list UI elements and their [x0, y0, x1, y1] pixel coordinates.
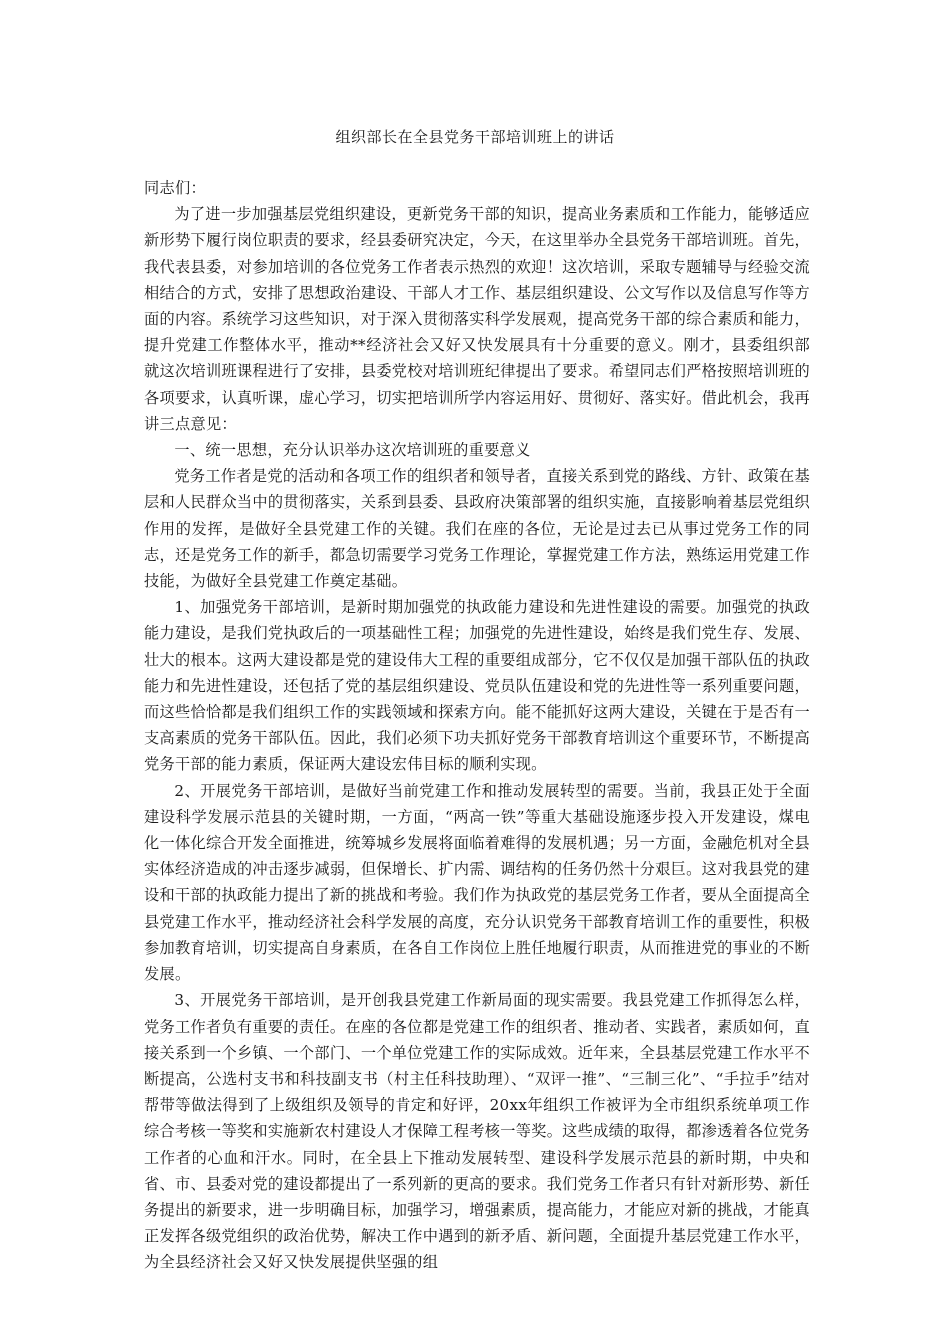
document-body [144, 175, 810, 1276]
paragraph-intro: 为了进一步加强基层党组织建设，更新党务干部的知识，提高业务素质和工作能力，能够适应新形势下履行岗位职责的要求，经县委研究决定，今天，在这里举办全县党务干部培训班。首先，我代表县委，对参加培训的各位党务工作者表示热烈的欢迎！这次培训，采取专题辅导与经验交流相结合的方式，安排了思想政治建设、干部人才工作、基层组织建设、公文写作以及信息写作等方面的内容。系统学习这些知识，对于深入贯彻落实科学发展观，提高党务干部的综合素质和能力，提升党建工作整体水平，推动**经济社会又好又快发展具有十分重要的意义。刚才，县委组织部就这次培训班课程进行了安排，县委党校对培训班纪律提出了要求。希望同志们严格按照培训班的各项要求，认真听课，虚心学习，切实把培训所学内容运用好、贯彻好、落实好。借此机会，我再讲三点意见： [144, 205, 810, 433]
paragraph-section-1: 党务工作者是党的活动和各项工作的组织者和领导者，直接关系到党的路线、方针、政策在基层和人民群众当中的贯彻落实，关系到县委、县政府决策部署的组织实施，直接影响着基层党组织作用的发挥，是做好全县党建工作的关键。我们在座的各位，无论是过去已从事过党务工作的同志，还是党务工作的新手，都急切需要学习党务工作理论，掌握党建工作方法，熟练运用党建工作技能，为做好全县党建工作奠定基础。 [144, 467, 810, 591]
salutation: 同志们： [144, 179, 206, 197]
paragraph-point-1: 1、加强党务干部培训，是新时期加强党的执政能力建设和先进性建设的需要。加强党的执政能力建设，是我们党执政后的一项基础性工程；加强党的先进性建设，始终是我们党生存、发展、壮大的根本。这两大建设都是党的建设伟大工程的重要组成部分，它不仅仅是加强干部队伍的执政能力和先进性建设，还包括了党的基层组织建设、党员队伍建设和党的先进性等一系列重要问题，而这些恰恰都是我们组织工作的实践领域和探索方向。能不能抓好这两大建设，关键在于是否有一支高素质的党务干部队伍。因此，我们必须下功夫抓好党务干部教育培训这个重要环节，不断提高党务干部的能力素质，保证两大建设宏伟目标的顺利实现。 [144, 598, 810, 774]
paragraph-point-2: 2、开展党务干部培训，是做好当前党建工作和推动发展转型的需要。当前，我县正处于全面建设科学发展示范县的关键时期，一方面，“两高一铁”等重大基础设施逐步投入开发建设，煤电化一体化综合开发全面推进，统筹城乡发展将面临着难得的发展机遇；另一方面，金融危机对全县实体经济造成的冲击逐步减弱，但保增长、扩内需、调结构的任务仍然十分艰巨。这对我县党的建设和干部的执政能力提出了新的挑战和考验。我们作为执政党的基层党务工作者，要从全面提高全县党建工作水平，推动经济社会科学发展的高度，充分认识党务干部教育培训工作的重要性，积极参加教育培训，切实提高自身素质，在各自工作岗位上胜任地履行职责，从而推进党的事业的不断发展。 [144, 781, 810, 984]
section-heading-1: 一、统一思想，充分认识举办这次培训班的重要意义 [174, 441, 531, 460]
paragraph-point-3: 3、开展党务干部培训，是开创我县党建工作新局面的现实需要。我县党建工作抓得怎么样，党务工作者负有重要的责任。在座的各位都是党建工作的组织者、推动者、实践者，素质如何，直接关系到一个乡镇、一个部门、一个单位党建工作的实际成效。近年来，全县基层党建工作水平不断提高，公选村支书和科技副支书（村主任科技助理）、“双评一推”、“三制三化”、“手拉手”结对帮带等做法得到了上级组织及领导的肯定和好评，20xx年组织工作被评为全市组织系统单项工作综合考核一等奖和实施新农村建设人才保障工程考核一等奖。这些成绩的取得，都渗透着各位党务工作者的心血和汗水。同时，在全县上下推动发展转型、建设科学发展示范县的新时期，中央和省、市、县委对党的建设都提出了一系列新的更高的要求。我们党务工作者只有针对新形势、新任务提出的新要求，进一步明确目标，加强学习，增强素质，提高能力，才能应对新的挑战，才能真正发挥各级党组织的政治优势，解决工作中遇到的新矛盾、新问题，全面提升基层党建工作水平，为全县经济社会又好又快发展提供坚强的组 [144, 991, 810, 1272]
document-title: 组织部长在全县党务干部培训班上的讲话 [335, 128, 615, 146]
